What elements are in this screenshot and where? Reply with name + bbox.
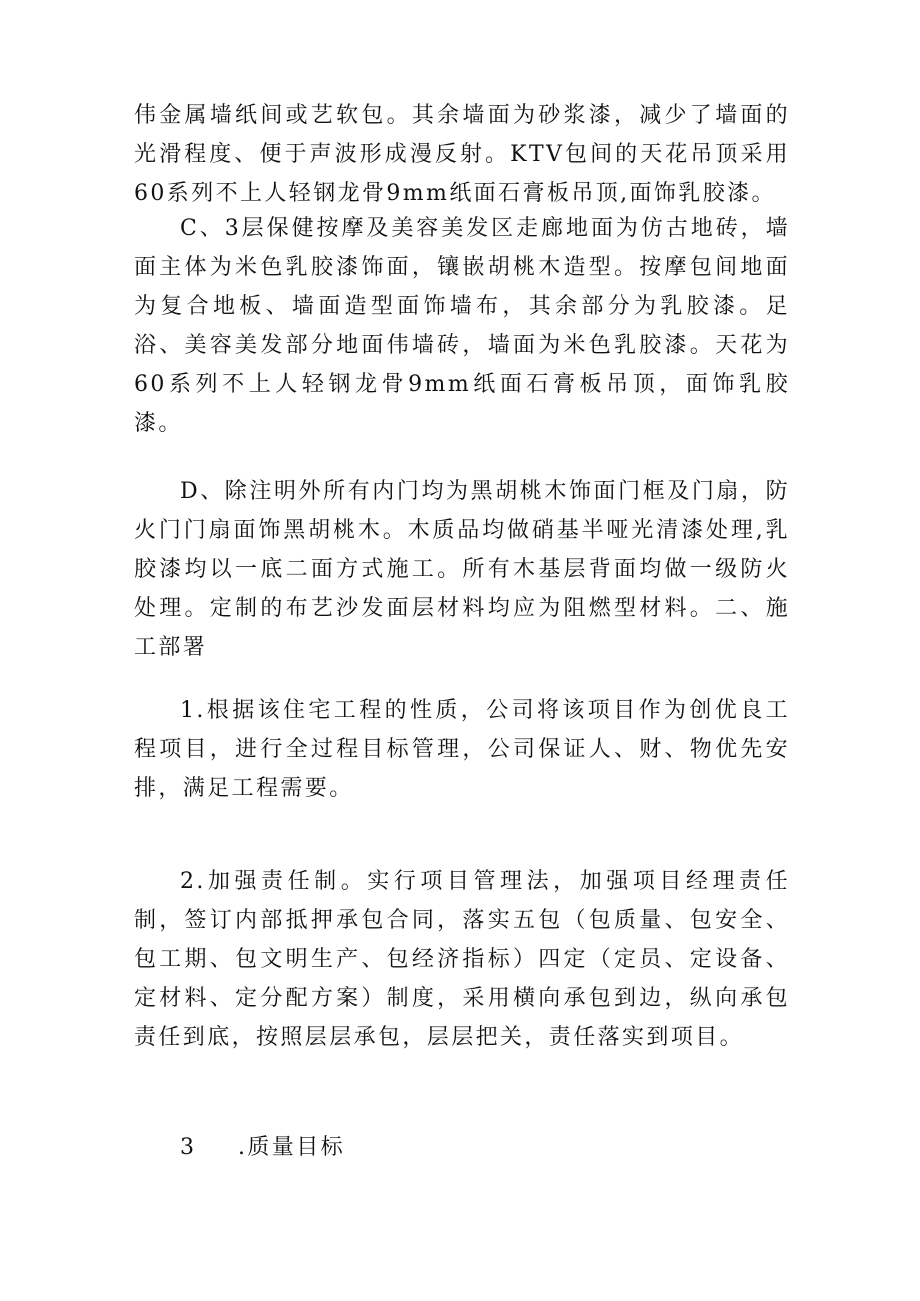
paragraph-doors-and-deployment: D、除注明外所有内门均为黑胡桃木饰面门框及门扇，防火门门扇面饰黑胡桃木。木质品均做硝基半哑光清漆处理,乳胶漆均以一底二面方式施工。所有木基层背面均做一级防火处理。定制的布艺沙发面层材料均应为阻燃型材料。二、施工部署 (134, 479, 790, 660)
heading-number: 3 (180, 1135, 197, 1160)
paragraph-item-1-project-goal: 1.根据该住宅工程的性质，公司将该项目作为创优良工程项目，进行全过程目标管理，公司保证人、财、物优先安排，满足工程需要。 (134, 698, 790, 801)
paragraph-item-2-responsibility: 2.加强责任制。实行项目管理法，加强项目经理责任制，签订内部抵押承包合同，落实五包（包质量、包安全、包工期、包文明生产、包经济指标）四定（定员、定设备、定材料、定分配方案）制度，采用横向承包到边，纵向承包责任到底，按照层层承包，层层把关，责任落实到项目。 (134, 869, 790, 1050)
paragraph-floor-3-finishes: C、3层保健按摩及美容美发区走廊地面为仿古地砖，墙面主体为米色乳胶漆饰面，镶嵌胡桃木造型。按摩包间地面为复合地板、墙面造型面饰墙布，其余部分为乳胶漆。足浴、美容美发部分地面伟墙砖，墙面为米色乳胶漆。天花为60系列不上人轻钢龙骨9mm纸面石膏板吊顶，面饰乳胶漆。 (134, 216, 790, 436)
heading-text: .质量目标 (238, 1135, 345, 1160)
section-heading-quality-target (180, 1128, 345, 1167)
paragraph-decoration-materials: 伟金属墙纸间或艺软包。其余墙面为砂浆漆，减少了墙面的光滑程度、便于声波形成漫反射。KTV包间的天花吊顶采用60系列不上人轻钢龙骨9mm纸面石膏板吊顶,面饰乳胶漆。 (134, 103, 790, 206)
